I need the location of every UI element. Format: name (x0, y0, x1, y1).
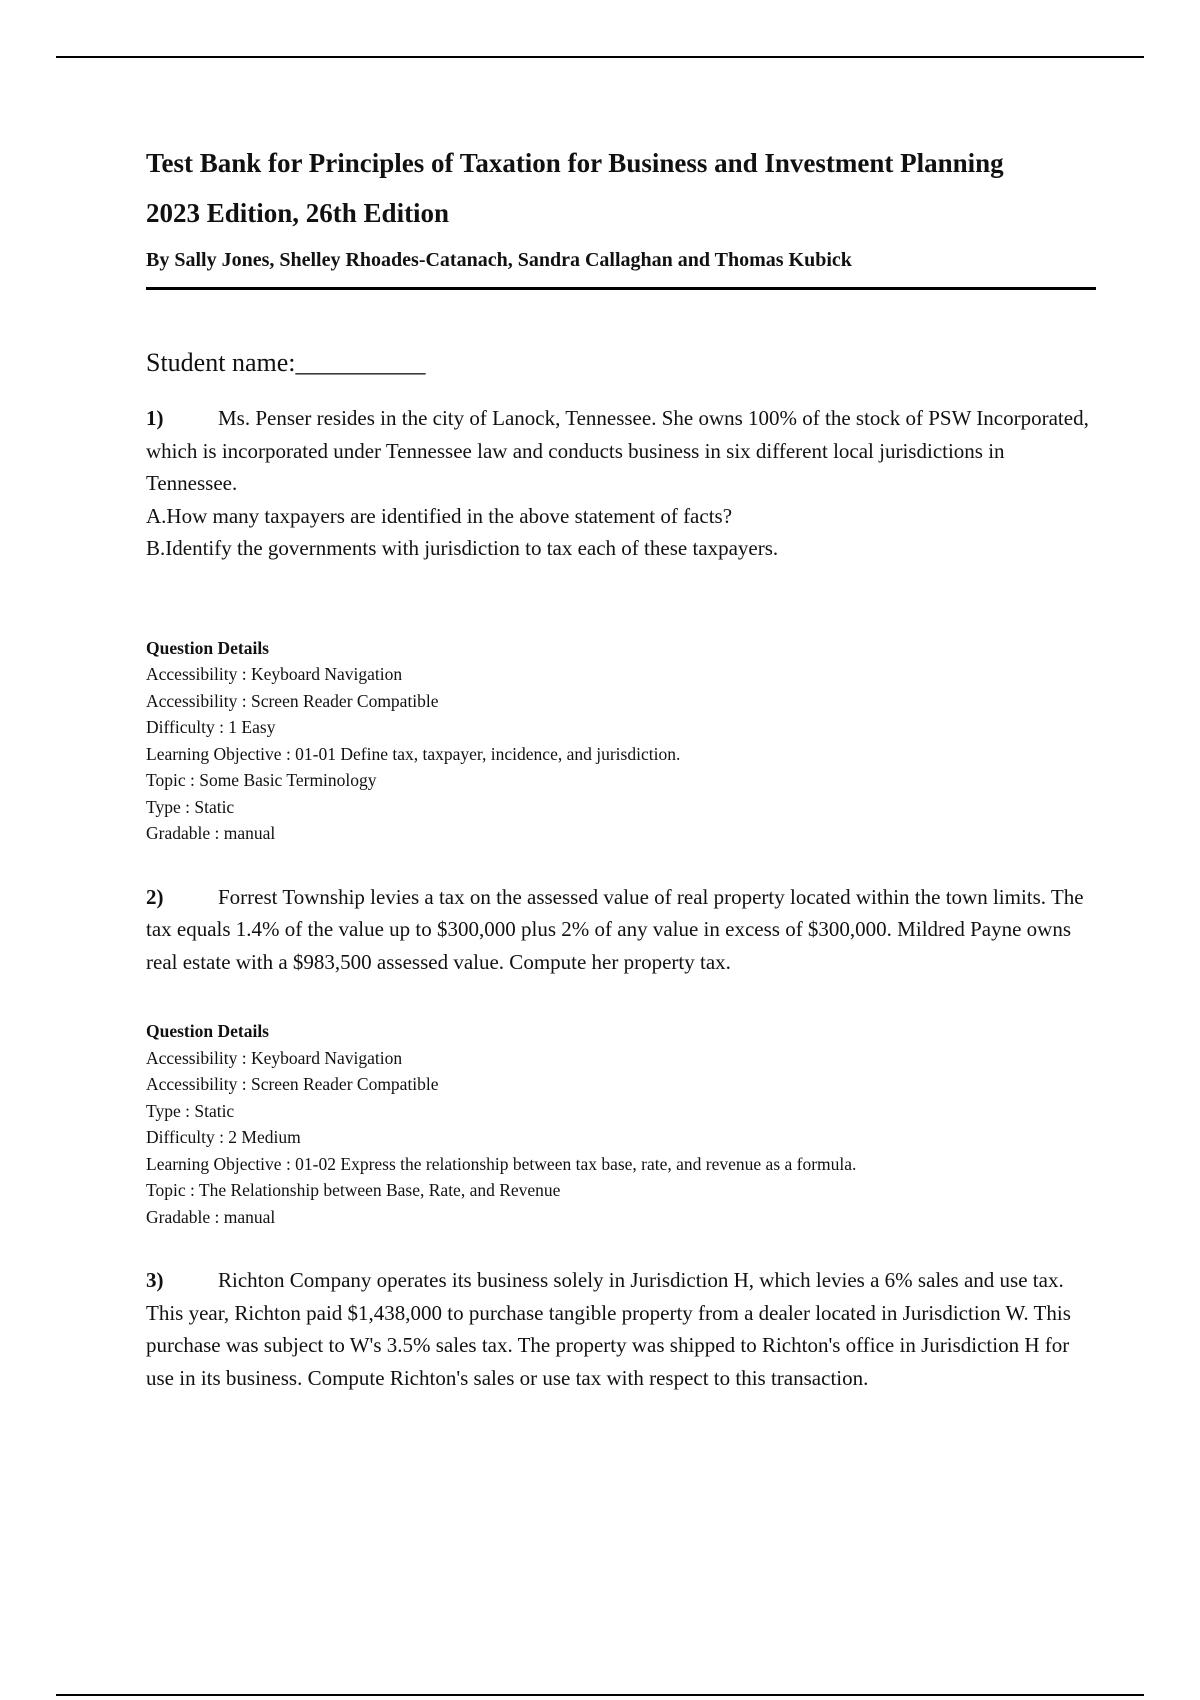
detail-item: Gradable : manual (146, 823, 276, 843)
detail-item: Accessibility : Screen Reader Compatible (146, 1074, 439, 1094)
question-2 (146, 881, 1096, 979)
detail-item: Type : Static (146, 1100, 235, 1121)
question-1-line-3: B.Identify the governments with jurisdiction to tax each of these taxpayers. (146, 536, 779, 560)
question-1 (146, 402, 1096, 565)
question-1-text (146, 402, 1096, 500)
question-1-line-2: A.How many taxpayers are identified in the above statement of facts? (146, 503, 733, 528)
student-name-label: Student name:__________ (146, 348, 426, 377)
detail-item: Accessibility : Keyboard Navigation (146, 1047, 403, 1068)
detail-item: Type : Static (146, 796, 235, 817)
details-heading: Question Details (146, 637, 269, 658)
detail-item: Accessibility : Keyboard Navigation (146, 664, 403, 684)
detail-item: Learning Objective : 01-02 Express the relationship between tax base, rate, and revenue as a formula. (146, 1153, 857, 1174)
document-body (146, 138, 1096, 1394)
question-1-line-1: Ms. Penser resides in the city of Lanock, Tennessee. She owns 100% of the stock of PSW Incorporated, which is incorporated under Tennessee law and conducts business in six different local jurisdictions in Tennessee. (146, 406, 1089, 495)
document-title (146, 138, 1096, 238)
detail-item: Difficulty : 1 Easy (146, 717, 276, 737)
title-line-1: Test Bank for Principles of Taxation for Business and Investment Planning (146, 148, 1004, 178)
top-page-rule (56, 56, 1144, 58)
detail-item: Topic : The Relationship between Base, Rate, and Revenue (146, 1180, 561, 1200)
title-line-2: 2023 Edition, 26th Edition (146, 198, 450, 228)
bottom-page-rule (56, 1694, 1144, 1696)
question-2-details (146, 1018, 1096, 1230)
question-3-text (146, 1264, 1096, 1394)
detail-item: Topic : Some Basic Terminology (146, 770, 377, 790)
question-3 (146, 1264, 1096, 1394)
question-3-line-1: Richton Company operates its business solely in Jurisdiction H, which levies a 6% sales and use tax. This year, Richton paid $1,438,000 to purchase tangible property from a dealer located in Jurisdiction W. This purchase was subject to W's 3.5% sales tax. The property was shipped to Richton's office in Jurisdiction H for use in its business. Compute Richton's sales or use tax with respect to this transaction. (146, 1268, 1071, 1390)
author-line: By Sally Jones, Shelley Rhoades-Catanach, Sandra Callaghan and Thomas Kubick (146, 249, 852, 271)
question-2-line-1: Forrest Township levies a tax on the assessed value of real property located within the town limits. The tax equals 1.4% of the value up to $300,000 plus 2% of any value in excess of $300,000. Mildred Payne owns real estate with a $983,500 assessed value. Compute her property tax. (146, 884, 1084, 974)
question-number: 2) (146, 884, 164, 909)
title-divider (146, 287, 1096, 290)
question-number: 1) (146, 406, 164, 430)
details-heading: Question Details (146, 1021, 269, 1041)
detail-item: Learning Objective : 01-01 Define tax, taxpayer, incidence, and jurisdiction. (146, 743, 681, 764)
detail-item: Difficulty : 2 Medium (146, 1127, 301, 1147)
detail-item: Accessibility : Screen Reader Compatible (146, 690, 439, 711)
detail-item: Gradable : manual (146, 1206, 276, 1227)
question-1-details (146, 635, 1096, 847)
question-number: 3) (146, 1268, 164, 1292)
question-2-text (146, 881, 1096, 979)
